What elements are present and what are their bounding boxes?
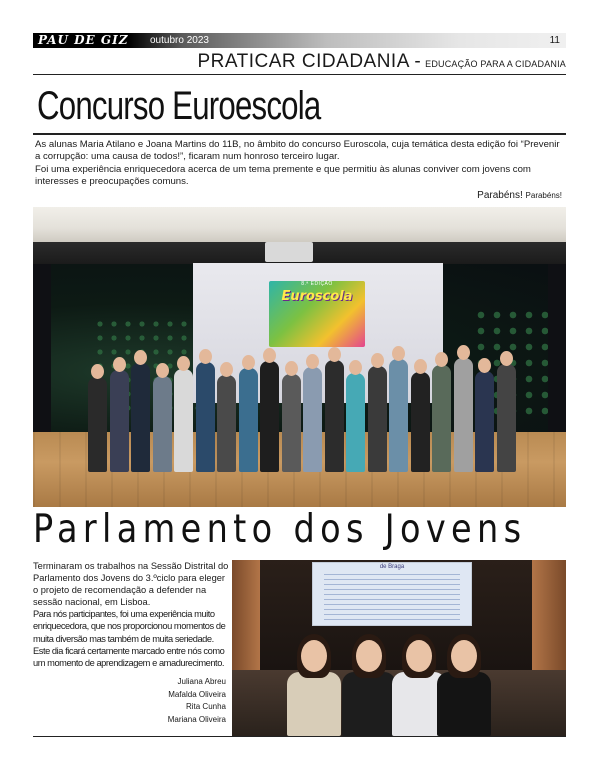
paragraph: As alunas Maria Atilano e Joana Martins do 11B, no âmbito do concurso Euroscola, cuja temática desta edição foi “Prevenir a corrupção: uma causa de todos!”, ficaram num honroso terceiro lugar. xyxy=(35,139,560,163)
congrats-large: Parabéns! xyxy=(477,190,523,201)
student-figure xyxy=(196,362,215,472)
student-head xyxy=(113,357,126,372)
curtain xyxy=(232,560,260,670)
student-head xyxy=(435,352,448,367)
student-head xyxy=(328,347,341,362)
congratulations-note xyxy=(477,190,562,201)
student-figure xyxy=(346,373,365,472)
student-figure xyxy=(287,672,341,736)
student-head xyxy=(457,345,470,360)
student-head xyxy=(199,349,212,364)
student-head xyxy=(500,351,513,366)
student-head xyxy=(301,640,327,672)
page-number: 11 xyxy=(549,35,560,46)
article-title-rule xyxy=(33,133,566,135)
student-head xyxy=(285,361,298,376)
issue-date: outubro 2023 xyxy=(150,35,209,46)
student-figure xyxy=(282,374,301,472)
slide-title: Euroscola xyxy=(281,289,353,304)
curtain xyxy=(33,264,51,444)
student-head xyxy=(91,364,104,379)
signer-name: Mariana Oliveira xyxy=(167,714,226,724)
student-figure xyxy=(88,377,107,472)
signer-name: Juliana Abreu xyxy=(177,677,226,686)
paragraph: Terminaram os trabalhos na Sessão Distrital do Parlamento dos Jovens do 3.ºciclo para eleger o projeto de recomendação a defender na sessão nacional, em Lisboa. xyxy=(33,561,229,608)
group-photo-euroescola xyxy=(33,207,566,507)
article-title-parlamento: Parlamento dos Jovens xyxy=(33,507,527,552)
student-figure xyxy=(389,359,408,472)
student-head xyxy=(371,353,384,368)
student-figure xyxy=(174,369,193,472)
student-figure xyxy=(497,364,516,472)
student-figure xyxy=(411,372,430,472)
screen-title: de Braga xyxy=(379,564,405,570)
student-head xyxy=(392,346,405,361)
student-head xyxy=(356,640,382,672)
student-head xyxy=(134,350,147,365)
congrats-small: Parabéns! xyxy=(525,191,562,200)
section-separator: - xyxy=(414,51,421,72)
student-head xyxy=(306,354,319,369)
student-group xyxy=(88,337,518,472)
screen-text-lines xyxy=(324,574,460,622)
curtain xyxy=(532,560,566,670)
photo-parlamento-jovens xyxy=(232,560,566,736)
student-head xyxy=(451,640,477,672)
student-head xyxy=(156,363,169,378)
student-head xyxy=(220,362,233,377)
article-body-parlamento xyxy=(33,560,229,669)
student-figure xyxy=(110,370,129,472)
student-head xyxy=(478,358,491,373)
student-head xyxy=(414,359,427,374)
student-figure xyxy=(325,360,344,472)
student-figure xyxy=(342,672,396,736)
signer-name: Mafalda Oliveira xyxy=(168,689,226,699)
student-head xyxy=(263,348,276,363)
paragraph: Para nós participantes, foi uma experiência muito enriquecedora, que nos proporcionou momentos de muita diversão mas também de muita seriedade. Este dia ficará certamente marcado entre nós como um momento de aprendizagem e amadurecimento. xyxy=(33,609,226,668)
student-head xyxy=(406,640,432,672)
section-title xyxy=(197,51,566,73)
article-title-euroescola: Concurso Euroescola xyxy=(37,84,321,128)
student-head xyxy=(177,356,190,371)
student-figure xyxy=(432,365,451,472)
student-figure xyxy=(437,672,491,736)
section-subtitle: EDUCAÇÃO PARA A CIDADANIA xyxy=(425,59,566,69)
section-main-title: PRATICAR CIDADANIA xyxy=(197,51,410,72)
photo-ceiling xyxy=(33,207,566,242)
student-figure xyxy=(239,368,258,472)
paragraph: Foi uma experiência enriquecedora acerca de um tema premente e que permitiu às alunas conviver com jovens com interesses e preocupações comuns. xyxy=(35,163,531,187)
footer-rule xyxy=(33,736,566,737)
projector-icon xyxy=(265,242,313,262)
student-figure xyxy=(454,358,473,472)
student-head xyxy=(349,360,362,375)
student-figure xyxy=(368,366,387,472)
student-figure xyxy=(153,376,172,472)
curtain xyxy=(548,264,566,444)
student-figure xyxy=(475,371,494,472)
student-figure xyxy=(217,375,236,472)
student-figure xyxy=(131,363,150,472)
newspaper-masthead: PAU DE GIZ xyxy=(38,33,129,47)
student-figure xyxy=(303,367,322,472)
header-rule xyxy=(33,74,566,75)
slide-subtitle: 8.ª EDIÇÃO xyxy=(301,281,333,287)
student-figure xyxy=(260,361,279,472)
student-head xyxy=(242,355,255,370)
article-signers xyxy=(168,676,226,726)
article-body-euroescola xyxy=(35,139,563,188)
signer-name: Rita Cunha xyxy=(185,702,226,711)
